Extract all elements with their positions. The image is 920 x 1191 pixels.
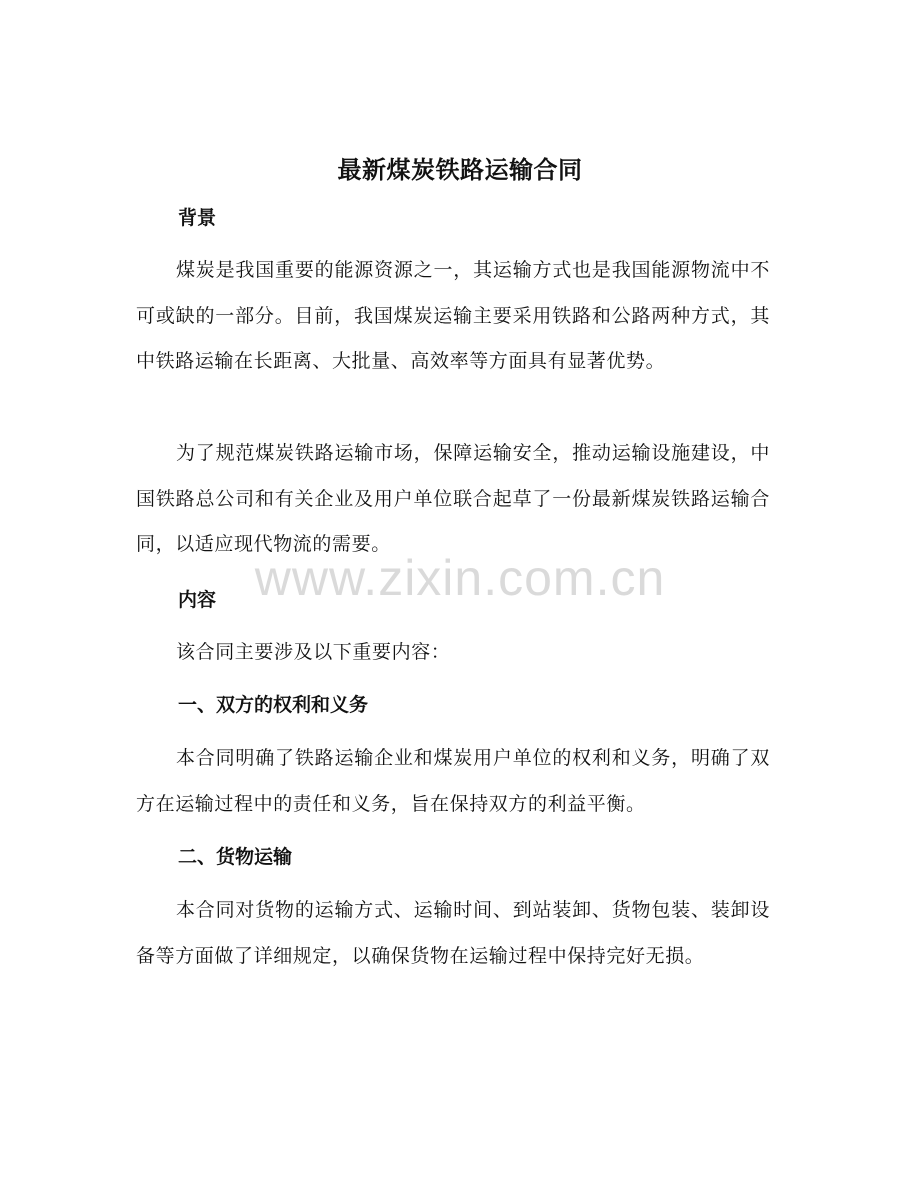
paragraph-transport: 本合同对货物的运输方式、运输时间、到站装卸、货物包装、装卸设备等方面做了详细规定，以确保货物在运输过程中保持完好无损。 <box>136 899 770 967</box>
paragraph-background-1: 煤炭是我国重要的能源资源之一，其运输方式也是我国能源物流中不可或缺的一部分。目前，我国煤炭运输主要采用铁路和公路两种方式，其中铁路运输在长距离、大批量、高效率等方面具有显著优势。 <box>136 259 770 372</box>
section-heading-transport: 二、货物运输 <box>178 846 293 868</box>
section-heading-content: 内容 <box>178 589 217 611</box>
document-title: 最新煤炭铁路运输合同 <box>337 156 583 184</box>
section-heading-rights: 一、双方的权利和义务 <box>178 694 369 716</box>
paragraph-background-2: 为了规范煤炭铁路运输市场，保障运输安全，推动运输设施建设，中国铁路总公司和有关企业及用户单位联合起草了一份最新煤炭铁路运输合同，以适应现代物流的需要。 <box>136 442 770 555</box>
section-heading-background: 背景 <box>178 207 217 229</box>
watermark: www.zixin.com.cn <box>254 550 666 606</box>
paragraph-rights: 本合同明确了铁路运输企业和煤炭用户单位的权利和义务，明确了双方在运输过程中的责任和义务，旨在保持双方的利益平衡。 <box>136 747 770 815</box>
paragraph-content-intro: 该合同主要涉及以下重要内容： <box>176 641 451 663</box>
